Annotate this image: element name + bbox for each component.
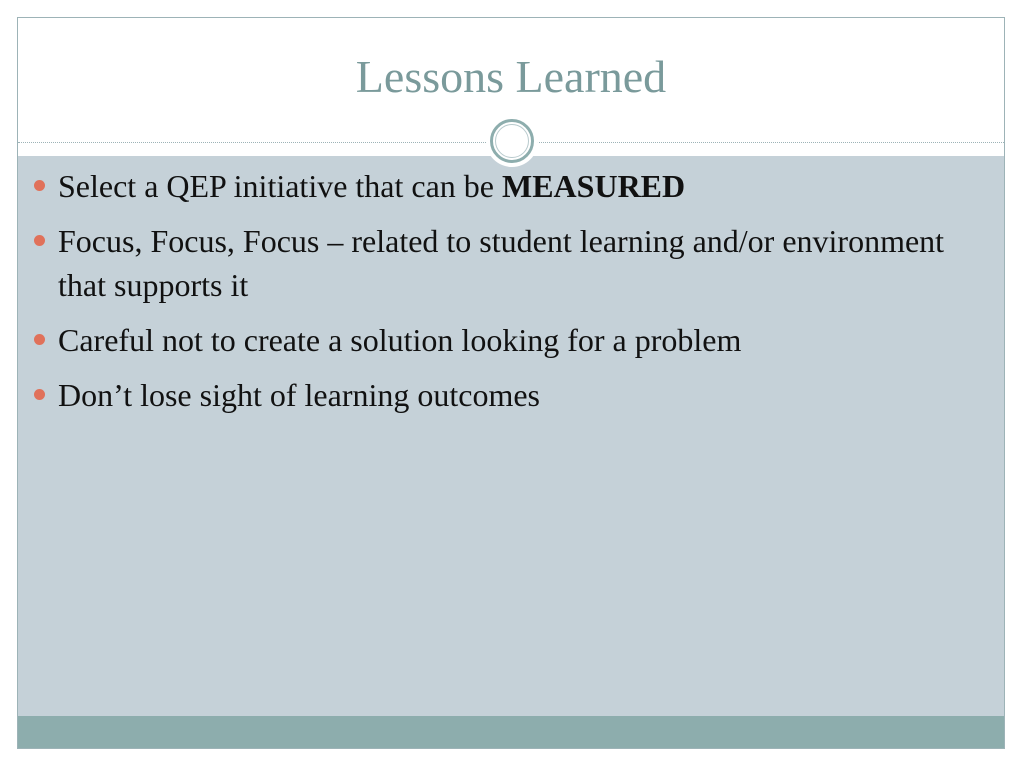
bullet-dot-icon [34, 334, 45, 345]
bullet-item [30, 373, 970, 417]
bullet-item [30, 219, 970, 307]
bullet-item [30, 164, 970, 208]
bullet-text: Focus, Focus, Focus – related to student learning and/or environment that supports it [58, 223, 945, 303]
bullet-dot-icon [34, 389, 45, 400]
slide-title: Lessons Learned [355, 51, 667, 102]
circle-ornament-icon [486, 115, 538, 167]
bullet-list [30, 164, 970, 428]
bullet-text: Careful not to create a solution looking for a problem [58, 322, 742, 358]
footer-bar [18, 716, 1004, 749]
bullet-item [30, 318, 970, 362]
bullet-emphasis: MEASURED [502, 168, 686, 204]
bullet-dot-icon [34, 235, 45, 246]
bullet-dot-icon [34, 180, 45, 191]
bullet-text: Don’t lose sight of learning outcomes [58, 377, 540, 413]
bullet-text: Select a QEP initiative that can be [58, 168, 502, 204]
